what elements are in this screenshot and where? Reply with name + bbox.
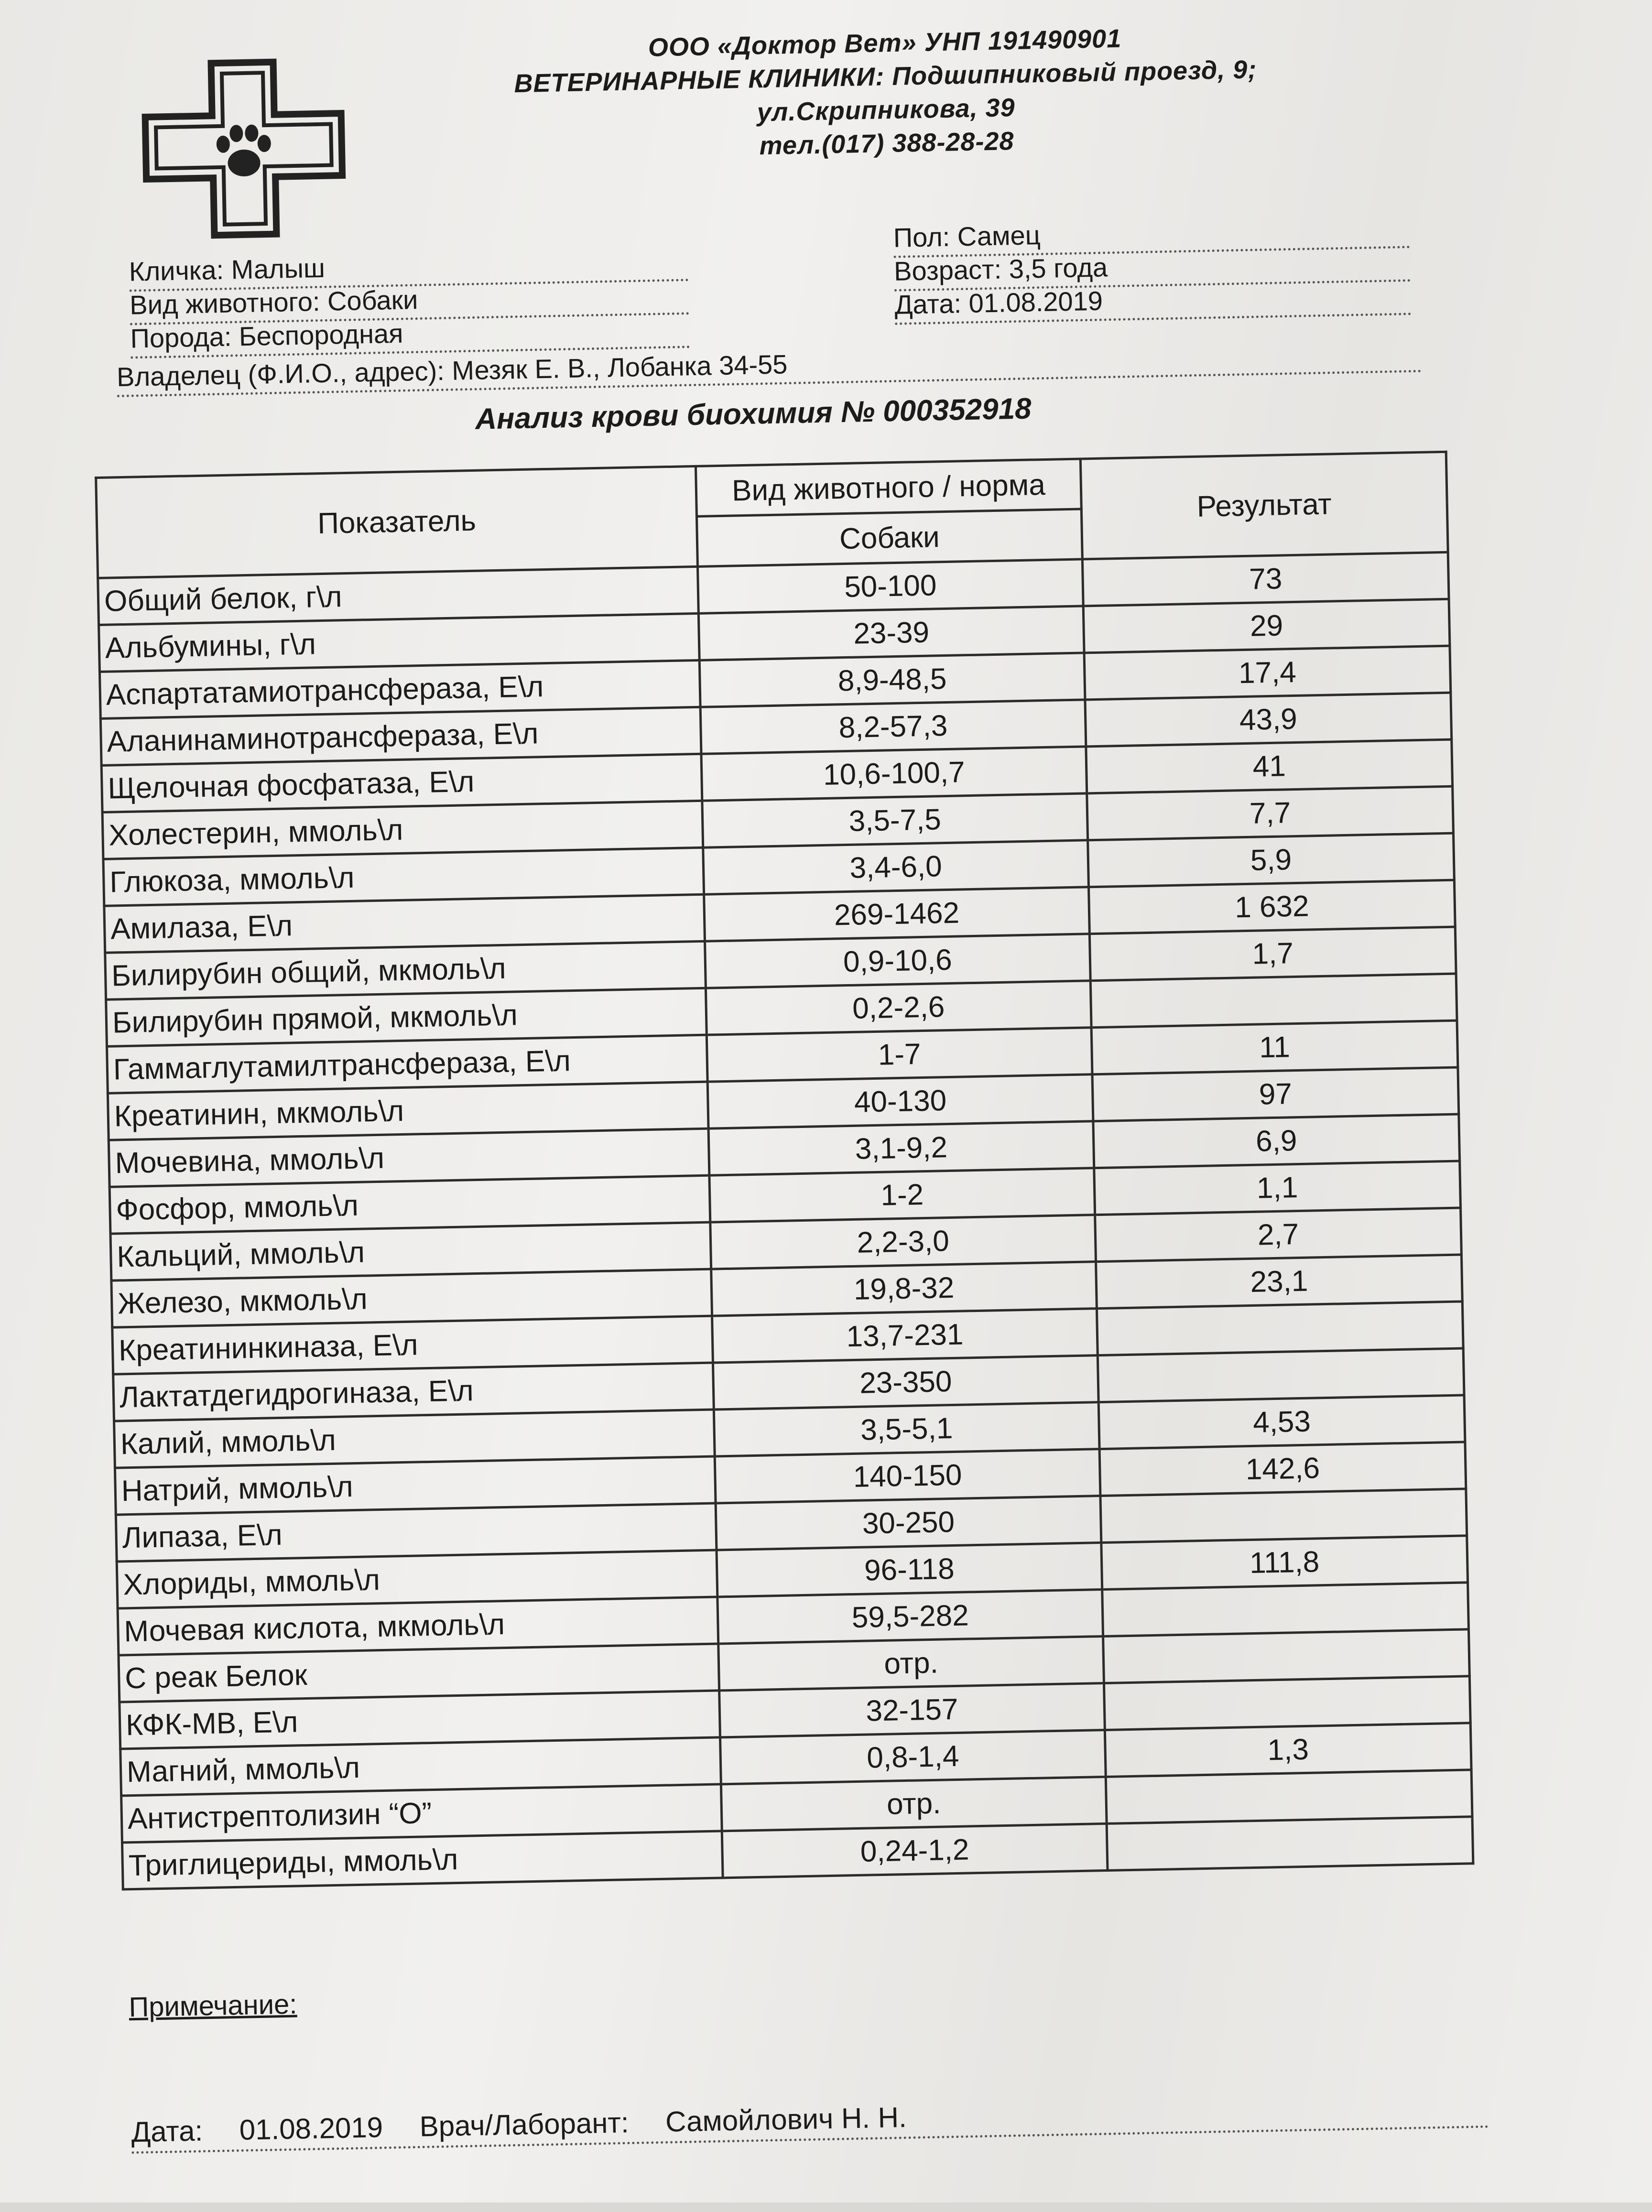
- norm-cell: 13,7-231: [712, 1309, 1098, 1363]
- indicator-cell: Натрий, ммоль\л: [115, 1456, 716, 1515]
- indicator-cell: Мочевая кислота, мкмоль\л: [118, 1597, 718, 1655]
- lab-report-sheet: [48, 5, 1523, 2212]
- header-result: Результат: [1080, 452, 1448, 559]
- norm-cell: 1-7: [706, 1028, 1092, 1082]
- result-cell: [1102, 1583, 1469, 1637]
- norm-cell: 0,24-1,2: [722, 1823, 1108, 1877]
- indicator-cell: Билирубин общий, мкмоль\л: [105, 941, 706, 999]
- result-cell: 7,7: [1087, 786, 1454, 840]
- signature-line: [131, 2090, 1489, 2154]
- result-cell: 43,9: [1085, 693, 1452, 747]
- indicator-cell: Амилаза, Е\л: [104, 894, 705, 953]
- result-cell: 29: [1083, 599, 1450, 653]
- norm-cell: 3,5-7,5: [702, 793, 1088, 847]
- indicator-cell: Креатининкиназа, Е\л: [112, 1316, 713, 1374]
- result-cell: 1,1: [1094, 1161, 1461, 1215]
- result-cell: 1,7: [1089, 927, 1456, 981]
- result-cell: 142,6: [1099, 1442, 1466, 1496]
- result-cell: 1,3: [1105, 1723, 1471, 1777]
- result-cell: 5,9: [1088, 833, 1455, 887]
- report-date: Дата: 01.08.2019: [894, 279, 1411, 325]
- result-cell: 4,53: [1098, 1395, 1465, 1449]
- result-cell: 11: [1091, 1020, 1458, 1074]
- norm-cell: 50-100: [697, 559, 1083, 613]
- indicator-cell: Аланинаминотрансфераза, Е\л: [100, 707, 701, 765]
- header-norm: Вид животного / норма: [696, 459, 1081, 516]
- indicator-cell: Липаза, Е\л: [116, 1503, 717, 1561]
- indicator-cell: Калий, ммоль\л: [114, 1410, 715, 1468]
- result-cell: [1103, 1629, 1470, 1683]
- norm-cell: 10,6-100,7: [701, 747, 1087, 801]
- report-title: Анализ крови биохимия № 000352918: [475, 392, 1032, 436]
- result-cell: 73: [1082, 552, 1449, 606]
- result-cell: 6,9: [1093, 1114, 1460, 1168]
- norm-cell: 140-150: [715, 1449, 1100, 1503]
- footer-doctor-label: Врач/Лаборант:: [419, 2106, 630, 2143]
- norm-cell: 96-118: [717, 1543, 1102, 1597]
- footer-date-label: Дата:: [130, 2114, 203, 2148]
- norm-cell: 59,5-282: [717, 1590, 1103, 1644]
- indicator-cell: Кальций, ммоль\л: [110, 1222, 711, 1280]
- indicator-cell: Глюкоза, ммоль\л: [103, 847, 704, 906]
- norm-cell: 32-157: [719, 1683, 1105, 1737]
- norm-cell: 269-1462: [704, 887, 1090, 941]
- indicator-cell: Аспартатамиотрансфераза, Е\л: [99, 660, 700, 718]
- norm-cell: 19,8-32: [711, 1262, 1097, 1316]
- footer-doctor-value: Самойлович Н. Н.: [665, 2101, 907, 2138]
- indicator-cell: Общий белок, г\л: [98, 566, 699, 625]
- result-cell: [1107, 1817, 1473, 1871]
- indicator-cell: С реак Белок: [119, 1644, 719, 1702]
- norm-cell: 1-2: [709, 1168, 1095, 1222]
- patient-sex: Пол: Самец: [893, 212, 1410, 258]
- patient-name: Кличка: Малыш: [129, 245, 688, 292]
- result-cell: [1100, 1489, 1467, 1543]
- norm-cell: 30-250: [716, 1496, 1101, 1550]
- result-cell: 2,7: [1095, 1208, 1462, 1262]
- result-cell: 1 632: [1088, 880, 1455, 934]
- result-cell: [1098, 1348, 1464, 1402]
- indicator-cell: КФК-МВ, Е\л: [120, 1691, 720, 1749]
- norm-cell: 3,4-6,0: [703, 840, 1089, 894]
- norm-cell: 0,9-10,6: [705, 934, 1091, 988]
- header-species: Собаки: [696, 509, 1082, 566]
- clinic-address-2: ул.Скрипникова, 39: [757, 93, 1016, 127]
- norm-cell: 8,9-48,5: [699, 653, 1085, 707]
- norm-cell: 23-39: [698, 606, 1084, 660]
- note-label: Примечание:: [128, 1988, 297, 2023]
- result-cell: [1104, 1676, 1470, 1730]
- result-cell: [1090, 974, 1457, 1028]
- result-cell: 17,4: [1084, 646, 1451, 700]
- indicator-cell: Холестерин, ммоль\л: [102, 801, 703, 859]
- patient-species: Вид животного: Собаки: [130, 279, 689, 325]
- clinic-name: ООО «Доктор Вет» УНП 191490901: [648, 24, 1122, 62]
- patient-age: Возраст: 3,5 года: [894, 246, 1411, 292]
- indicator-cell: Мочевина, ммоль\л: [109, 1128, 709, 1187]
- patient-breed: Порода: Беспородная: [130, 312, 690, 358]
- result-cell: 23,1: [1096, 1255, 1463, 1309]
- norm-cell: отр.: [718, 1637, 1104, 1691]
- indicator-cell: Билирубин прямой, мкмоль\л: [106, 988, 707, 1046]
- indicator-cell: Лактатдегидрогиназа, Е\л: [113, 1363, 714, 1421]
- indicator-cell: Антистрептолизин “О”: [121, 1784, 722, 1843]
- result-cell: 111,8: [1101, 1536, 1468, 1590]
- clinic-phone: тел.(017) 388-28-28: [759, 127, 1014, 161]
- norm-cell: 8,2-57,3: [700, 700, 1086, 754]
- indicator-cell: Щелочная фосфатаза, Е\л: [101, 754, 702, 812]
- norm-cell: отр.: [721, 1777, 1107, 1831]
- header-indicator: Показатель: [96, 466, 698, 578]
- clinic-logo-cross-paw-icon: [139, 56, 348, 241]
- norm-cell: 3,1-9,2: [708, 1121, 1094, 1175]
- indicator-cell: Гаммаглутамилтрансфераза, Е\л: [107, 1035, 708, 1093]
- indicator-cell: Альбумины, г\л: [99, 613, 700, 672]
- indicator-cell: Железо, мкмоль\л: [111, 1269, 712, 1327]
- indicator-cell: Триглицериды, ммоль\л: [122, 1831, 723, 1889]
- indicator-cell: Хлориды, ммоль\л: [117, 1550, 717, 1608]
- clinic-header: [383, 17, 1389, 170]
- norm-cell: 23-350: [713, 1355, 1098, 1410]
- clinic-address: ВЕТЕРИНАРНЫЕ КЛИНИКИ: Подшипниковый проезд, 9;: [513, 55, 1257, 98]
- norm-cell: 40-130: [707, 1074, 1093, 1128]
- norm-cell: 0,2-2,6: [706, 981, 1091, 1035]
- norm-cell: 3,5-5,1: [714, 1402, 1099, 1456]
- result-cell: 97: [1092, 1067, 1459, 1121]
- indicator-cell: Креатинин, мкмоль\л: [108, 1082, 708, 1140]
- result-cell: [1106, 1770, 1472, 1824]
- owner-info: Владелец (Ф.И.О., адрес): Мезяк Е. В., Лобанка 34-55: [116, 336, 1422, 397]
- norm-cell: 0,8-1,4: [720, 1730, 1106, 1784]
- footer-date-value: 01.08.2019: [239, 2111, 383, 2146]
- indicator-cell: Фосфор, ммоль\л: [109, 1175, 710, 1234]
- results-table: [95, 451, 1474, 1891]
- indicator-cell: Магний, ммоль\л: [120, 1737, 721, 1796]
- result-cell: 41: [1086, 739, 1453, 793]
- norm-cell: 2,2-3,0: [710, 1215, 1096, 1269]
- result-cell: [1097, 1301, 1463, 1355]
